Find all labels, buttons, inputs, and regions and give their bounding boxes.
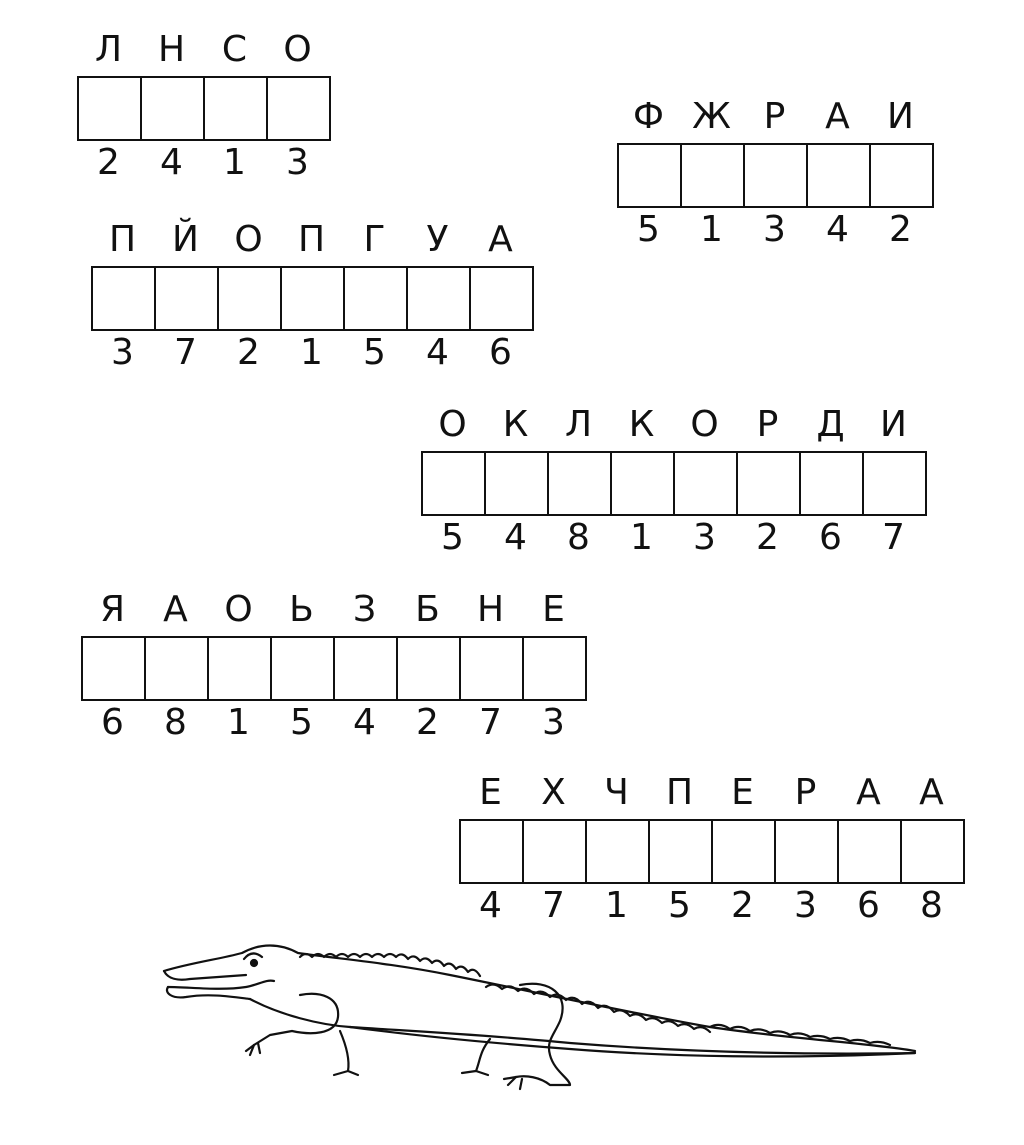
order-number: 2 bbox=[756, 517, 779, 558]
answer-box[interactable] bbox=[713, 819, 776, 884]
letter: А bbox=[919, 772, 944, 813]
order-number: 4 bbox=[504, 517, 527, 558]
letter: К bbox=[502, 404, 529, 445]
answer-box[interactable] bbox=[776, 819, 839, 884]
order-number: 4 bbox=[160, 142, 183, 183]
letter: Й bbox=[172, 219, 199, 260]
order-number: 2 bbox=[237, 332, 260, 373]
letter: Р bbox=[794, 772, 817, 813]
letter: Н bbox=[157, 29, 186, 70]
order-number: 3 bbox=[794, 885, 817, 926]
answer-box[interactable] bbox=[142, 76, 205, 141]
answer-box[interactable] bbox=[268, 76, 331, 141]
word-puzzle-5 bbox=[81, 590, 587, 743]
order-number: 8 bbox=[567, 517, 590, 558]
answer-box[interactable] bbox=[801, 451, 864, 516]
scrambled-letters bbox=[81, 590, 587, 630]
letter: П bbox=[297, 219, 326, 260]
answer-box[interactable] bbox=[79, 76, 142, 141]
order-number: 1 bbox=[630, 517, 653, 558]
letter: Н bbox=[476, 589, 505, 630]
order-number: 6 bbox=[819, 517, 842, 558]
answer-box[interactable] bbox=[146, 636, 209, 701]
answer-box[interactable] bbox=[808, 143, 871, 208]
letter: Е bbox=[479, 772, 502, 813]
order-number: 3 bbox=[693, 517, 716, 558]
answer-box[interactable] bbox=[219, 266, 282, 331]
order-number: 1 bbox=[605, 885, 628, 926]
answer-box[interactable] bbox=[619, 143, 682, 208]
answer-boxes bbox=[77, 76, 331, 141]
order-number: 4 bbox=[826, 209, 849, 250]
letter: П bbox=[665, 772, 694, 813]
answer-box[interactable] bbox=[461, 636, 524, 701]
letter: Х bbox=[541, 772, 566, 813]
answer-box[interactable] bbox=[156, 266, 219, 331]
order-number: 7 bbox=[882, 517, 905, 558]
letter: А bbox=[856, 772, 881, 813]
letter: У bbox=[426, 219, 449, 260]
letter: А bbox=[488, 219, 513, 260]
answer-box[interactable] bbox=[205, 76, 268, 141]
order-number: 2 bbox=[889, 209, 912, 250]
answer-box[interactable] bbox=[93, 266, 156, 331]
answer-box[interactable] bbox=[461, 819, 524, 884]
scrambled-letters bbox=[91, 220, 534, 260]
answer-box[interactable] bbox=[209, 636, 272, 701]
letter: Е bbox=[542, 589, 565, 630]
answer-box[interactable] bbox=[612, 451, 675, 516]
answer-box[interactable] bbox=[839, 819, 902, 884]
answer-box[interactable] bbox=[650, 819, 713, 884]
letter: Ч bbox=[604, 772, 629, 813]
letter: И bbox=[887, 96, 914, 137]
letter: Р bbox=[756, 404, 779, 445]
order-number: 5 bbox=[441, 517, 464, 558]
word-puzzle-6 bbox=[459, 773, 965, 926]
letter: Л bbox=[94, 29, 123, 70]
order-number: 4 bbox=[353, 702, 376, 743]
letter: О bbox=[224, 589, 253, 630]
answer-boxes bbox=[81, 636, 587, 701]
answer-box[interactable] bbox=[682, 143, 745, 208]
answer-box[interactable] bbox=[282, 266, 345, 331]
order-number: 6 bbox=[489, 332, 512, 373]
order-number: 5 bbox=[290, 702, 313, 743]
scrambled-letters bbox=[617, 97, 934, 137]
answer-boxes bbox=[91, 266, 534, 331]
crocodile-icon bbox=[150, 935, 930, 1095]
letter: Б bbox=[415, 589, 440, 630]
letter: Л bbox=[564, 404, 593, 445]
order-number: 6 bbox=[101, 702, 124, 743]
scrambled-letters bbox=[77, 30, 331, 70]
order-number: 6 bbox=[857, 885, 880, 926]
order-numbers bbox=[421, 518, 927, 558]
answer-box[interactable] bbox=[486, 451, 549, 516]
answer-boxes bbox=[421, 451, 927, 516]
letter: И bbox=[880, 404, 907, 445]
order-number: 4 bbox=[426, 332, 449, 373]
answer-box[interactable] bbox=[549, 451, 612, 516]
letter: С bbox=[221, 29, 248, 70]
order-number: 5 bbox=[637, 209, 660, 250]
order-numbers bbox=[77, 143, 331, 183]
letter: О bbox=[438, 404, 467, 445]
answer-box[interactable] bbox=[335, 636, 398, 701]
answer-box[interactable] bbox=[345, 266, 408, 331]
word-puzzle-3 bbox=[91, 220, 534, 373]
letter: Ф bbox=[633, 96, 664, 137]
order-number: 5 bbox=[668, 885, 691, 926]
letter: О bbox=[234, 219, 263, 260]
letter: К bbox=[628, 404, 655, 445]
letter: Ь bbox=[289, 589, 314, 630]
answer-box[interactable] bbox=[738, 451, 801, 516]
order-number: 3 bbox=[111, 332, 134, 373]
order-number: 3 bbox=[286, 142, 309, 183]
letter: О bbox=[283, 29, 312, 70]
letter: З bbox=[352, 589, 377, 630]
answer-box[interactable] bbox=[864, 451, 927, 516]
word-puzzle-2 bbox=[617, 97, 934, 250]
order-number: 5 bbox=[363, 332, 386, 373]
scrambled-letters bbox=[421, 405, 927, 445]
order-number: 1 bbox=[223, 142, 246, 183]
order-number: 1 bbox=[227, 702, 250, 743]
letter: Д bbox=[816, 404, 845, 445]
word-puzzle-4 bbox=[421, 405, 927, 558]
answer-box[interactable] bbox=[871, 143, 934, 208]
answer-box[interactable] bbox=[524, 636, 587, 701]
letter: А bbox=[825, 96, 850, 137]
order-number: 7 bbox=[174, 332, 197, 373]
order-number: 1 bbox=[300, 332, 323, 373]
answer-box[interactable] bbox=[471, 266, 534, 331]
order-number: 7 bbox=[479, 702, 502, 743]
letter: Ж bbox=[692, 96, 731, 137]
order-number: 3 bbox=[542, 702, 565, 743]
order-number: 8 bbox=[920, 885, 943, 926]
order-number: 2 bbox=[416, 702, 439, 743]
order-number: 1 bbox=[700, 209, 723, 250]
answer-box[interactable] bbox=[745, 143, 808, 208]
answer-box[interactable] bbox=[272, 636, 335, 701]
answer-box[interactable] bbox=[423, 451, 486, 516]
answer-box[interactable] bbox=[83, 636, 146, 701]
answer-boxes bbox=[459, 819, 965, 884]
order-number: 2 bbox=[731, 885, 754, 926]
letter: П bbox=[108, 219, 137, 260]
order-number: 3 bbox=[763, 209, 786, 250]
scrambled-letters bbox=[459, 773, 965, 813]
order-numbers bbox=[91, 333, 534, 373]
order-numbers bbox=[81, 703, 587, 743]
order-numbers bbox=[459, 886, 965, 926]
answer-boxes bbox=[617, 143, 934, 208]
letter: О bbox=[690, 404, 719, 445]
answer-box[interactable] bbox=[675, 451, 738, 516]
answer-box[interactable] bbox=[398, 636, 461, 701]
letter: Г bbox=[363, 219, 386, 260]
letter: Р bbox=[763, 96, 786, 137]
order-number: 2 bbox=[97, 142, 120, 183]
order-number: 4 bbox=[479, 885, 502, 926]
answer-box[interactable] bbox=[524, 819, 587, 884]
order-number: 7 bbox=[542, 885, 565, 926]
answer-box[interactable] bbox=[587, 819, 650, 884]
letter: Я bbox=[99, 589, 125, 630]
order-number: 8 bbox=[164, 702, 187, 743]
word-puzzle-1 bbox=[77, 30, 331, 183]
letter: А bbox=[163, 589, 188, 630]
order-numbers bbox=[617, 210, 934, 250]
letter: Е bbox=[731, 772, 754, 813]
answer-box[interactable] bbox=[902, 819, 965, 884]
answer-box[interactable] bbox=[408, 266, 471, 331]
